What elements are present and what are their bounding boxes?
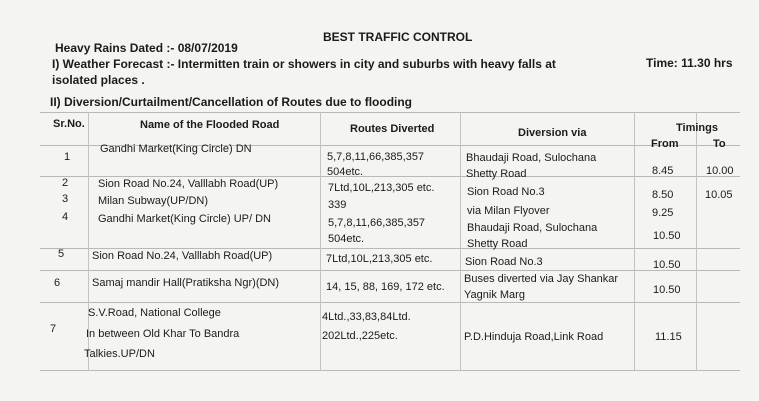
row-sr: 3 [62,193,69,205]
row-from: 8.50 [652,189,674,201]
row-diversion: Sion Road No.3 [465,256,543,268]
row-from: 11.15 [655,331,682,343]
grid-line [634,112,635,370]
row-routes: 4Ltd.,33,83,84Ltd. [322,311,411,323]
section-heading: II) Diversion/Curtailment/Cancellation of Routes due to flooding [50,95,413,109]
row-routes: 5,7,8,11,66,385,357 [327,151,425,163]
row-diversion: Buses diverted via Jay Shankar [464,273,619,285]
grid-line [40,370,740,371]
grid-line [40,270,740,271]
row-sr: 5 [58,248,65,260]
row-routes: 504etc. [328,233,365,245]
row-to: 10.05 [705,189,733,201]
header-timings: Timings [676,122,718,134]
row-routes: 5,7,8,11,66,385,357 [328,217,426,229]
row-sr: 2 [62,177,69,189]
header-from: From [651,138,679,150]
row-diversion: Sion Road No.3 [467,186,545,198]
row-routes: 339 [328,199,347,211]
row-routes: 14, 15, 88, 169, 172 etc. [326,281,445,293]
row-from: 10.50 [653,284,681,296]
row-routes: 202Ltd.,225etc. [322,330,398,342]
grid-line [40,176,740,177]
row-road: Milan Subway(UP/DN) [98,195,209,207]
row-routes: 7Ltd,10L,213,305 etc. [326,253,433,265]
row-road: In between Old Khar To Bandra [86,328,240,340]
row-diversion: Bhaudaji Road, Sulochana [467,222,598,234]
document-title: BEST TRAFFIC CONTROL [323,30,473,44]
grid-line [320,112,321,370]
row-routes: 504etc. [327,166,364,178]
grid-line [696,112,697,370]
dated-line: Heavy Rains Dated :- 08/07/2019 [55,41,238,55]
row-road: Gandhi Market(King Circle) UP/ DN [98,213,271,225]
row-sr: 4 [62,211,69,223]
weather-forecast-line: I) Weather Forecast :- Intermitten train or showers in city and suburbs with heavy falls at [52,57,556,71]
row-from: 10.50 [653,259,681,271]
row-from: 8.45 [652,165,674,177]
row-road: Sion Road No.24, Valllabh Road(UP) [92,250,273,262]
grid-line [460,112,461,370]
row-routes: 7Ltd,10L,213,305 etc. [328,182,435,194]
row-road: Talkies.UP/DN [84,348,155,360]
row-diversion: Shetty Road [467,238,528,250]
row-diversion: P.D.Hinduja Road,Link Road [464,331,604,343]
row-sr: 7 [50,323,57,335]
time-label: Time: 11.30 hrs [646,56,733,70]
header-to: To [713,138,726,150]
row-sr: 1 [64,151,71,163]
row-diversion: Yagnik Marg [464,289,525,301]
row-diversion: Shetty Road [466,168,527,180]
header-srno: Sr.No. [53,118,85,130]
weather-forecast-continuation: isolated places . [52,73,145,87]
row-to: 10.00 [706,165,734,177]
row-road: S.V.Road, National College [88,307,221,319]
row-sr: 6 [54,277,61,289]
header-routes-diverted: Routes Diverted [350,123,435,135]
row-from: 10.50 [653,230,681,242]
header-flooded-road: Name of the Flooded Road [140,119,280,131]
grid-line [40,112,740,113]
header-diversion-via: Diversion via [518,127,587,139]
grid-line [40,248,740,249]
row-road: Sion Road No.24, Valllabh Road(UP) [98,178,279,190]
row-road: Gandhi Market(King Circle) DN [100,143,252,155]
row-from: 9.25 [652,207,674,219]
grid-line [40,302,740,303]
row-road: Samaj mandir Hall(Pratiksha Ngr)(DN) [92,277,280,289]
row-diversion: via Milan Flyover [467,205,550,217]
row-diversion: Bhaudaji Road, Sulochana [466,152,597,164]
